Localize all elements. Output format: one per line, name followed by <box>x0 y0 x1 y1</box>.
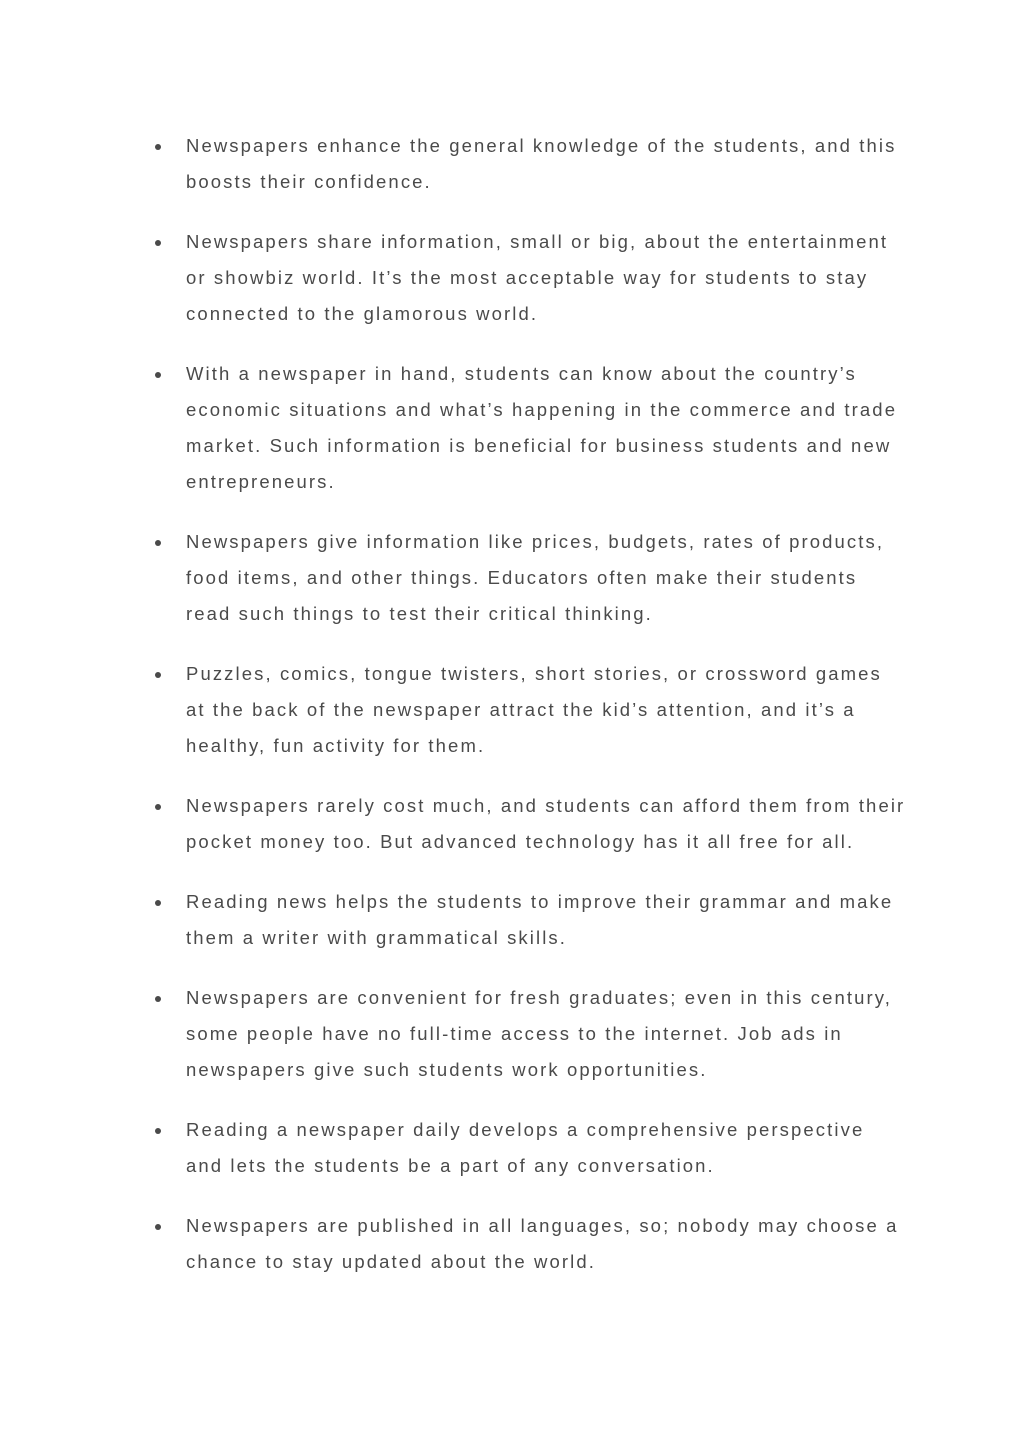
bullet-icon <box>155 1128 161 1134</box>
list-item-text: Reading a newspaper daily develops a comprehensive perspective and lets the students be a part of any conversation. <box>186 1119 865 1176</box>
bullet-icon <box>155 540 161 546</box>
list-item <box>148 884 908 956</box>
list-item-text: Newspapers are convenient for fresh graduates; even in this century, some people have no full-time access to the internet. Job ads in newspapers give such students work opportunities. <box>186 987 892 1080</box>
bullet-icon <box>155 804 161 810</box>
list-item <box>148 1112 908 1184</box>
bullet-icon <box>155 240 161 246</box>
list-item <box>148 788 908 860</box>
list-item <box>148 980 908 1088</box>
list-item <box>148 224 908 332</box>
list-item-text: Newspapers rarely cost much, and students can afford them from their pocket money too. But advanced technology has it all free for all. <box>186 795 906 852</box>
list-item-text: Newspapers enhance the general knowledge of the students, and this boosts their confidence. <box>186 135 897 192</box>
bullet-icon <box>155 900 161 906</box>
bullet-list <box>148 128 908 1304</box>
bullet-icon <box>155 1224 161 1230</box>
list-item <box>148 524 908 632</box>
bullet-icon <box>155 996 161 1002</box>
list-item <box>148 1208 908 1280</box>
list-item-text: Newspapers give information like prices, budgets, rates of products, food items, and other things. Educators often make their students read such things to test their critical thinking. <box>186 531 885 624</box>
list-item-text: Reading news helps the students to improve their grammar and make them a writer with grammatical skills. <box>186 891 894 948</box>
list-item-text: Puzzles, comics, tongue twisters, short stories, or crossword games at the back of the newspaper attract the kid’s attention, and it’s a healthy, fun activity for them. <box>186 663 882 756</box>
list-item-text: Newspapers are published in all languages, so; nobody may choose a chance to stay updated about the world. <box>186 1215 899 1272</box>
list-item <box>148 656 908 764</box>
bullet-icon <box>155 144 161 150</box>
list-item-text: Newspapers share information, small or big, about the entertainment or showbiz world. It’s the most acceptable way for students to stay connected to the glamorous world. <box>186 231 889 324</box>
list-item <box>148 356 908 500</box>
bullet-icon <box>155 372 161 378</box>
bullet-icon <box>155 672 161 678</box>
list-item <box>148 128 908 200</box>
list-item-text: With a newspaper in hand, students can know about the country’s economic situations and what’s happening in the commerce and trade market. Such information is beneficial for business students and new entrepreneurs. <box>186 363 898 492</box>
